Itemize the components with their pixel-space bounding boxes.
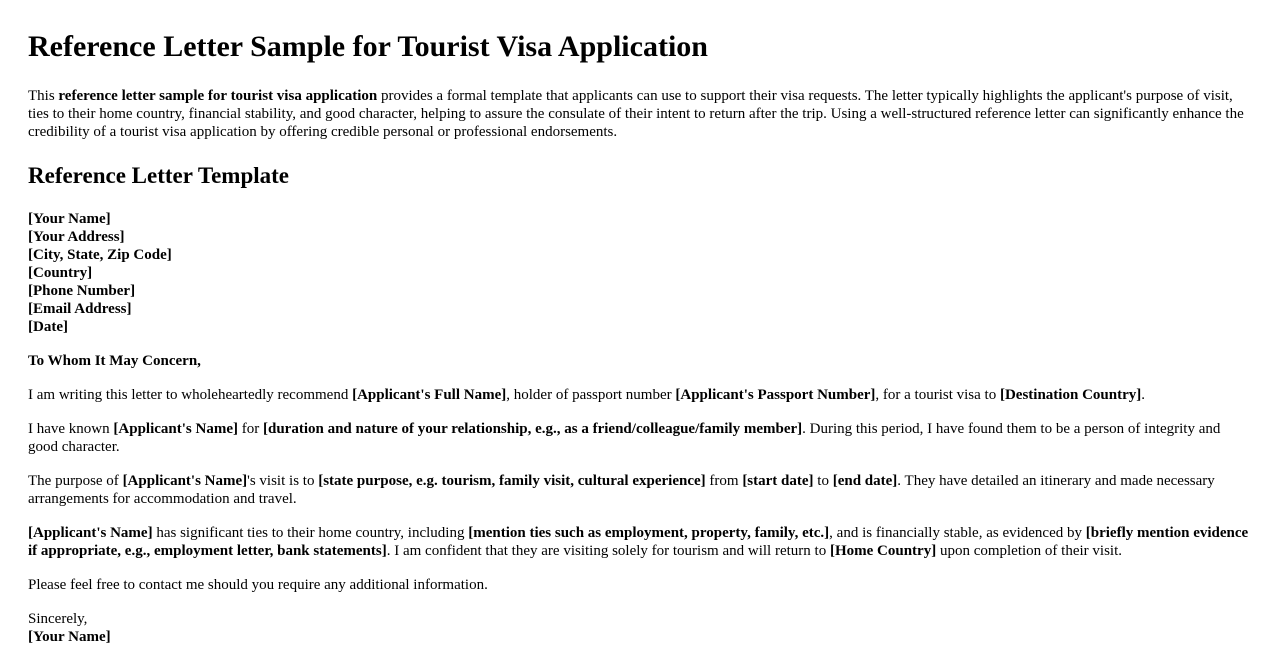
paragraph-text: . I am confident that they are visiting solely for tourism and will return to [386, 543, 830, 559]
paragraph-text: to [813, 473, 833, 489]
sender-phone: [Phone Number] [28, 283, 136, 299]
paragraph-text: has significant ties to their home country, including [152, 525, 469, 541]
closing-line: Sincerely, [28, 611, 88, 627]
sender-name: [Your Name] [28, 211, 111, 227]
paragraph-text: 's visit is to [247, 473, 319, 489]
placeholder-text: [duration and nature of your relationship, e.g., as a friend/colleague/family member] [262, 421, 803, 437]
section-title: Reference Letter Template [28, 163, 289, 188]
placeholder-text: [mention ties such as employment, property, family, etc.] [468, 525, 830, 541]
placeholder-text: [Applicant's Full Name] [352, 387, 507, 403]
signature-placeholder: [Your Name] [28, 629, 111, 645]
sender-address-block [28, 210, 1250, 336]
paragraph-text: . During this period, I have found them to be a person of integrity and good character. [28, 421, 1221, 455]
placeholder-text: [state purpose, e.g. tourism, family visit, cultural experience] [318, 473, 706, 489]
document-page [28, 0, 1250, 646]
sender-date: [Date] [28, 319, 68, 335]
salutation: To Whom It May Concern, [28, 353, 201, 369]
letter-paragraph-5: Please feel free to contact me should you require any additional information. [28, 577, 488, 593]
placeholder-text: [Destination Country] [999, 387, 1142, 403]
placeholder-text: [start date] [742, 473, 814, 489]
paragraph-text: The purpose of [28, 473, 123, 489]
sender-country: [Country] [28, 265, 93, 281]
placeholder-text: [briefly mention evidence if appropriate, e.g., employment letter, bank statements] [28, 525, 1249, 559]
sender-address: [Your Address] [28, 229, 125, 245]
paragraph-text: I have known [28, 421, 114, 437]
paragraph-text: upon completion of their visit. [936, 543, 1122, 559]
placeholder-text: [end date] [832, 473, 898, 489]
intro-text: provides a formal template that applicants can use to support their visa requests. The letter typically highlights the applicant's purpose of visit, ties to their home country, financial stability, and good character, helping to assure the consulate of their intent to return after the trip. Using a well-structured reference letter can significantly enhance the credibility of a tourist visa application by offering credible personal or professional endorsements. [28, 88, 1244, 140]
paragraph-text: I am writing this letter to wholeheartedly recommend [28, 387, 353, 403]
letter-paragraph-3 [28, 472, 1250, 508]
letter-paragraph-1 [28, 386, 1250, 404]
paragraph-text: for [237, 421, 263, 437]
paragraph-text: . They have detailed an itinerary and made necessary arrangements for accommodation and travel. [28, 473, 1215, 507]
paragraph-text: from [705, 473, 743, 489]
intro-paragraph [28, 87, 1250, 141]
paragraph-text: , and is financially stable, as evidenced by [829, 525, 1086, 541]
paragraph-text: , for a tourist visa to [875, 387, 1000, 403]
paragraph-text: . [1141, 387, 1145, 403]
signature-name [28, 628, 1250, 646]
placeholder-text: [Applicant's Name] [28, 525, 153, 541]
placeholder-text: [Applicant's Passport Number] [675, 387, 876, 403]
placeholder-text: [Home Country] [829, 543, 937, 559]
letter-paragraph-2 [28, 420, 1250, 456]
sender-email: [Email Address] [28, 301, 132, 317]
page-title: Reference Letter Sample for Tourist Visa Application [28, 30, 708, 63]
placeholder-text: [Applicant's Name] [113, 421, 238, 437]
paragraph-text: , holder of passport number [506, 387, 676, 403]
sender-city: [City, State, Zip Code] [28, 247, 172, 263]
intro-bold: reference letter sample for tourist visa application [58, 88, 378, 104]
placeholder-text: [Applicant's Name] [122, 473, 248, 489]
letter-paragraph-4 [28, 524, 1250, 560]
intro-text: This [28, 88, 59, 104]
